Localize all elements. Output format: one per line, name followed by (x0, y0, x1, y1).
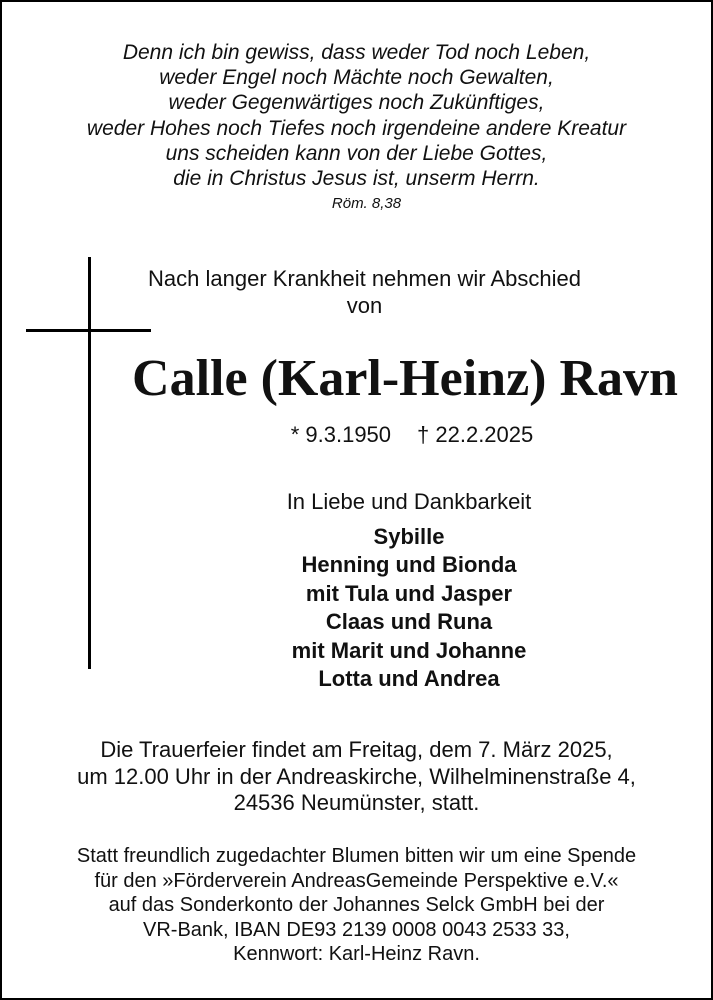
funeral-line: 24536 Neumünster, statt. (233, 790, 480, 815)
farewell-line: von (346, 293, 383, 318)
funeral-line: um 12.00 Uhr in der Andreaskirche, Wilhelminenstraße 4, (77, 763, 636, 789)
donation-line: Kennwort: Karl-Heinz Ravn. (233, 943, 480, 965)
death-date: † 22.2.2025 (417, 422, 534, 447)
family-member: mit Marit und Johanne (291, 637, 527, 663)
verse-line: weder Gegenwärtiges noch Zukünftiges, (168, 91, 545, 115)
donation-line: VR-Bank, IBAN DE93 2139 0008 0043 2533 33, (143, 918, 570, 941)
verse-line: weder Hohes noch Tiefes noch irgendeine andere Kreatur (86, 116, 627, 140)
family-member: Lotta und Andrea (318, 666, 500, 692)
deceased-name: Calle (Karl-Heinz) Ravn (132, 350, 678, 407)
verse-line: Denn ich bin gewiss, dass weder Tod noch Leben, (122, 41, 591, 64)
family-member: Henning und Bionda (301, 552, 517, 578)
donation-line: Statt freundlich zugedachter Blumen bitten wir um eine Spende (76, 845, 637, 867)
donation-request (2, 844, 711, 967)
cross-horizontal-bar (26, 329, 151, 332)
family-list (209, 523, 609, 693)
family-intro: In Liebe und Dankbarkeit (286, 489, 532, 514)
cross-vertical-bar (88, 257, 91, 669)
funeral-line: Die Trauerfeier findet am Freitag, dem 7. März 2025, (100, 737, 613, 762)
verse-reference: Röm. 8,38 (331, 195, 402, 213)
donation-line: für den »Förderverein AndreasGemeinde Perspektive e.V.« (94, 869, 619, 892)
family-member: Sybille (373, 524, 445, 549)
funeral-details (2, 737, 711, 817)
life-dates (252, 421, 572, 449)
donation-line: auf das Sonderkonto der Johannes Selck GmbH bei der (108, 894, 605, 916)
family-member: mit Tula und Jasper (305, 580, 513, 606)
bible-verse (2, 40, 711, 215)
farewell-line: Nach langer Krankheit nehmen wir Abschied (148, 266, 581, 291)
verse-line: uns scheiden kann von der Liebe Gottes, (165, 141, 548, 165)
farewell-intro (112, 265, 617, 319)
birth-date: * 9.3.1950 (290, 422, 392, 447)
verse-line: weder Engel noch Mächte noch Gewalten, (159, 66, 554, 90)
family-member: Claas und Runa (325, 609, 493, 635)
verse-line: die in Christus Jesus ist, unserm Herrn. (173, 167, 540, 191)
